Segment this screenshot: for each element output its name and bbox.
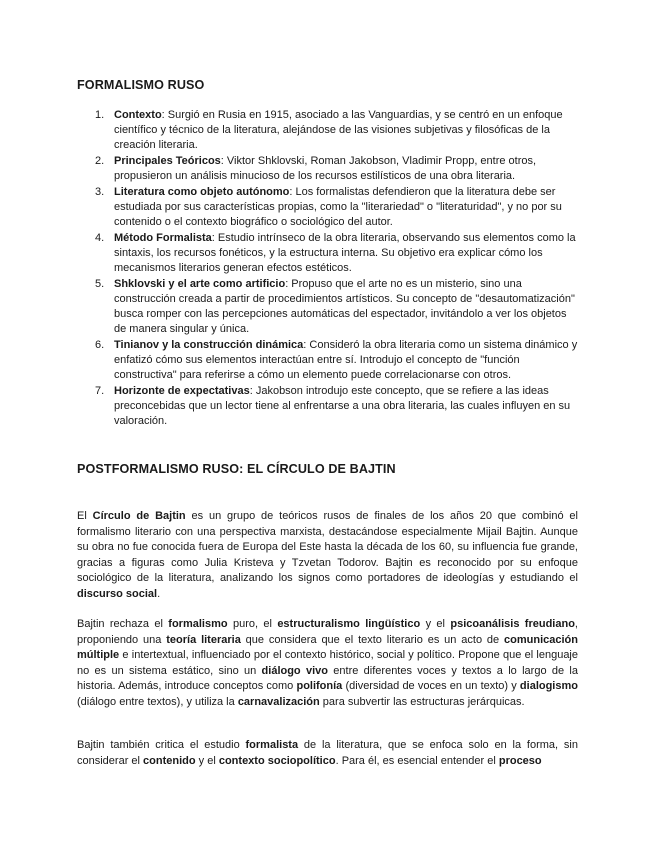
bold-term: contexto sociopolítico <box>218 754 336 767</box>
list-item <box>95 384 578 429</box>
paragraph-bajtin-critica <box>77 738 578 769</box>
text-run: Bajtin también critica el estudio <box>77 739 246 751</box>
section-title-postformalismo: POSTFORMALISMO RUSO: EL CÍRCULO DE BAJTIN <box>77 462 396 476</box>
list-number: 1. <box>95 109 105 121</box>
text-run: entre diferentes voces y textos a lo largo de la historia. Además, introduce conceptos como <box>77 664 578 693</box>
bold-term: contenido <box>143 754 196 767</box>
text-run: . <box>157 587 161 600</box>
list-number: 2. <box>95 155 105 167</box>
list-text: : Los formalistas defendieron que la literatura debe ser estudiada por sus características propias, como la "literariedad" o "literaturidad", y no por su contenido o el contexto biográfico o sociológico del autor. <box>114 186 562 228</box>
list-item <box>95 154 578 184</box>
list-number: 5. <box>95 278 105 290</box>
text-run: (diálogo entre textos), y utiliza la <box>77 695 238 708</box>
list-term: Contexto <box>114 109 162 121</box>
list-term: Tinianov y la construcción dinámica <box>114 339 304 351</box>
text-run: e intertextual, influenciado por el contexto histórico, social y político. Propone que el lenguaje no es un sistema estático, sino un <box>77 649 578 677</box>
list-text: : Viktor Shklovski, Roman Jakobson, Vladimir Propp, entre otros, propusieron un análisis minucioso de los recursos estilísticos de una obra literaria. <box>114 155 537 182</box>
list-text: : Propuso que el arte no es un misterio, sino una construcción creada a partir de procedimientos artísticos. Su concepto de "desautomatización" busca romper con las percepciones automáticas del espectador, invitándolo a ver los objetos de manera singular y única. <box>114 278 575 335</box>
bold-term: formalismo <box>168 618 228 630</box>
list-text: : Consideró la obra literaria como un sistema dinámico y enfatizó cómo sus elementos interactúan entre sí. Introdujo el concepto de "función constructiva" para referirse a cómo un elemento puede correlacionarse con otros. <box>114 339 578 381</box>
bold-term: formalista <box>245 739 299 751</box>
text-run: de la literatura, que se enfoca solo en la forma, sin considerar el <box>77 739 578 767</box>
list-text: : Jakobson introdujo este concepto, que se refiere a las ideas preconcebidas que un lector tiene al enfrentarse a una obra literaria, las cuales influyen en su valoración. <box>114 385 571 427</box>
list-term: Principales Teóricos <box>114 155 221 167</box>
bold-term: Círculo de Bajtin <box>92 510 186 522</box>
bold-term: polifonía <box>296 680 343 693</box>
list-number: 3. <box>95 186 105 198</box>
formalismo-list <box>95 108 578 430</box>
bold-term: comunicación múltiple <box>77 633 578 662</box>
text-run: y el <box>195 754 219 767</box>
list-number: 7. <box>95 385 105 397</box>
bold-term: carnavalización <box>237 695 320 708</box>
text-run: El <box>77 510 93 522</box>
list-term: Shklovski y el arte como artificio <box>114 278 286 290</box>
list-item <box>95 185 578 230</box>
list-term: Horizonte de expectativas <box>114 385 250 397</box>
text-run: . Para él, es esencial entender el <box>335 754 499 767</box>
paragraph-bajtin-rechaza <box>77 617 578 711</box>
list-item <box>95 338 578 383</box>
bold-term: teoría literaria <box>166 633 241 646</box>
text-run: que considera que el texto literario es un acto de <box>240 633 505 646</box>
list-term: Método Formalista <box>114 232 212 244</box>
list-number: 6. <box>95 339 105 351</box>
list-item <box>95 277 578 337</box>
list-item <box>95 231 578 276</box>
bold-term: dialogismo <box>519 680 578 693</box>
list-term: Literatura como objeto autónomo <box>114 186 290 198</box>
text-run: para subvertir las estructuras jerárquicas. <box>319 695 525 708</box>
list-text: : Surgió en Rusia en 1915, asociado a las Vanguardias, y se centró en un enfoque científico y técnico de la literatura, alejándose de las visiones subjetivas y filosóficas de la creación literaria. <box>114 109 563 151</box>
list-item <box>95 108 578 153</box>
list-text: : Estudio intrínseco de la obra literaria, observando sus elementos como la sintaxis, los recursos fonéticos, y la estructura interna. Su objetivo era explicar cómo los mecanismos literarios generan efectos estéticos. <box>114 232 576 274</box>
text-run: y el <box>420 618 451 630</box>
text-run: Bajtin rechaza el <box>77 618 169 630</box>
bold-term: proceso <box>498 754 542 767</box>
text-run: es un grupo de teóricos rusos de finales de los años 20 que combinó el formalismo literario con una perspectiva marxista, destacándose especialmente Mijail Bajtin. Aunque su obra no fue conocida fuera de Europa del Este hasta la década de los 60, su influencia fue grande, gracias a figuras como Julia Kristeva y Tzvetan Todorov. Bajtin es reconocido por su enfoque sociológico de la literatura, analizando los signos como portadores de ideologías y estudiando el <box>77 510 578 585</box>
bold-term: estructuralismo lingüístico <box>277 618 421 630</box>
bold-term: psicoanálisis freudiano <box>450 618 575 630</box>
bold-term: diálogo vivo <box>261 664 328 677</box>
text-run: , proponiendo una <box>77 618 578 646</box>
list-number: 4. <box>95 232 105 244</box>
text-run: (diversidad de voces en un texto) y <box>342 680 520 693</box>
text-run: puro, el <box>227 618 278 630</box>
bold-term: discurso social <box>77 587 158 600</box>
paragraph-circulo-bajtin <box>77 509 578 603</box>
section-title-formalismo: FORMALISMO RUSO <box>77 78 205 92</box>
